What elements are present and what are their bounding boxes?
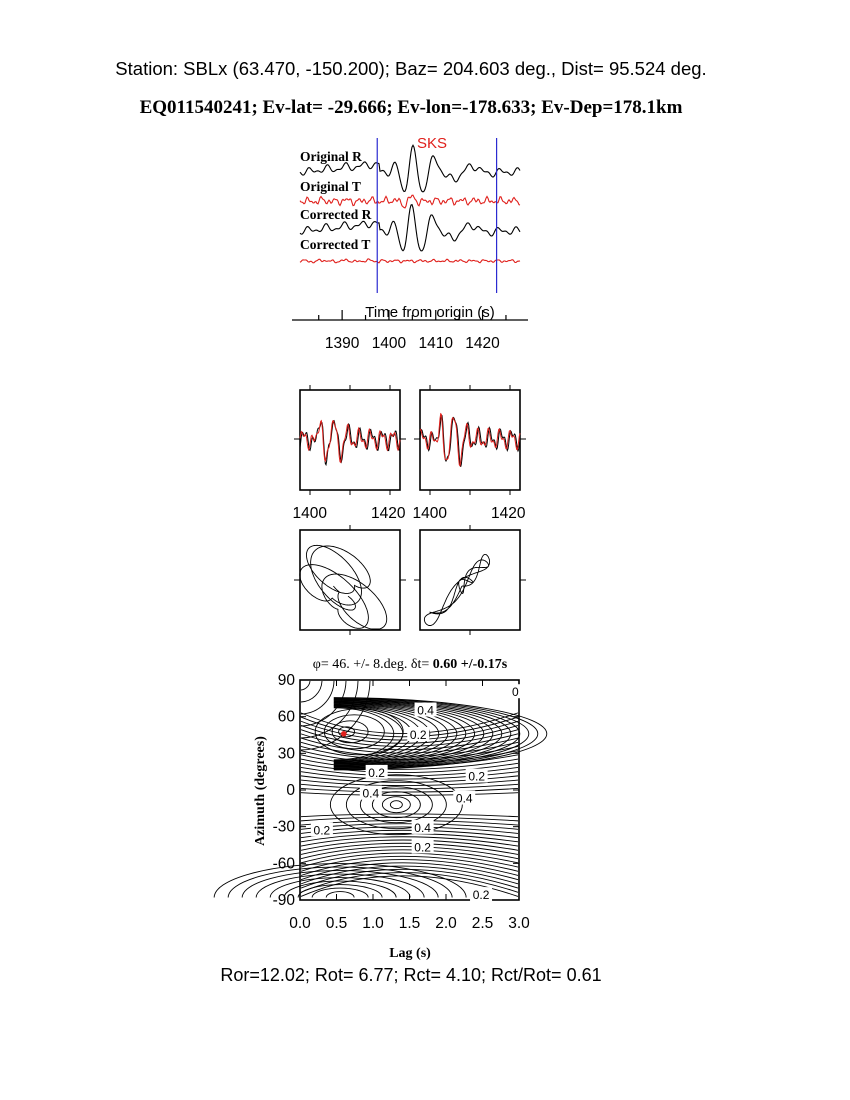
contour-label: 0.4 — [417, 703, 434, 718]
contour-corner — [301, 681, 334, 714]
window-overlay-panels — [293, 385, 526, 522]
contour-label: 0.4 — [455, 791, 473, 806]
contour-label: 0.2 — [409, 728, 427, 742]
contour-corner — [301, 681, 346, 726]
overlay-tick-label: 1420 — [490, 505, 526, 522]
contour-lower-band — [326, 892, 354, 898]
footer-stats: Ror=12.02; Rot= 6.77; Rct= 4.10; Rct/Rot= 0.61 — [220, 965, 602, 985]
azimuth-tick-label: -30 — [272, 818, 295, 836]
azimuth-axis-label: Azimuth (degrees) — [253, 736, 268, 846]
azimuth-tick-label: 60 — [277, 708, 295, 726]
time-tick-label: 1390 — [324, 335, 360, 352]
azimuth-tick-label: -60 — [272, 855, 295, 873]
azimuth-tick-label: -90 — [272, 892, 295, 909]
overlay-trace-fast — [420, 416, 520, 467]
particle-motion-left — [294, 525, 406, 635]
lag-tick-label: 1.0 — [362, 915, 384, 932]
time-axis-label: Time from origin (s) — [365, 304, 495, 321]
lag-tick-label: 0.5 — [325, 915, 348, 932]
trace-original-t — [300, 195, 520, 208]
contour-mid-ring — [330, 775, 462, 835]
time-tick-label: 1410 — [418, 335, 453, 352]
trace-label: Corrected R — [300, 207, 372, 222]
trace-label: Corrected T — [300, 237, 371, 252]
contour-label: 0.4 — [414, 820, 431, 835]
contour-lower-band — [312, 888, 368, 898]
time-tick-label: 1420 — [465, 335, 500, 352]
waveform-panel — [292, 135, 528, 352]
contour-mid-band — [301, 824, 518, 830]
contour-lower-band — [228, 867, 452, 898]
lag-tick-label: 2.5 — [471, 915, 494, 932]
particle-motion-original — [300, 545, 387, 629]
trace-label: Original T — [300, 179, 361, 194]
result-dt: 0.60 +/-0.17s — [432, 657, 508, 672]
overlay-tick-labels — [293, 505, 526, 522]
lag-tick-label: 0.0 — [289, 915, 311, 932]
contour-mid-band — [301, 863, 518, 880]
overlay-panel-right — [414, 385, 526, 495]
lag-axis-label: Lag (s) — [389, 946, 431, 961]
overlay-tick-label: 1400 — [292, 505, 328, 522]
contour-mid-ring — [390, 801, 402, 809]
contour-label: 0 — [512, 685, 519, 700]
station-info: Station: SBLx (63.470, -150.200); Baz= 204.603 deg., Dist= 95.524 deg. — [115, 58, 707, 79]
lag-tick-label: 1.5 — [398, 915, 421, 932]
particle-motion-right — [414, 525, 526, 635]
lag-tick-label: 3.0 — [508, 915, 530, 932]
contour-label: 0.2 — [472, 888, 490, 903]
time-tick-label: 1400 — [371, 335, 407, 352]
lag-tick-label: 2.0 — [435, 915, 457, 932]
trace-label: Original R — [300, 149, 362, 164]
azimuth-tick-label: 0 — [286, 782, 295, 799]
best-fit-marker — [341, 731, 347, 737]
event-info: EQ011540241; Ev-lat= -29.666; Ev-lon=-178.633; Ev-Dep=178.1km — [139, 97, 683, 118]
azimuth-tick-label: 30 — [277, 745, 295, 763]
contour-label: 0.2 — [368, 765, 385, 780]
result-phi: φ= 46. +/- 8.deg. δt= — [312, 657, 430, 672]
particle-frame — [420, 530, 520, 630]
contour-lower-band — [298, 885, 382, 898]
trace-corrected-t — [300, 259, 520, 263]
particle-motion-corrected — [424, 554, 489, 625]
contour-mid-ring — [382, 797, 410, 813]
contour-label: 0.4 — [362, 786, 380, 801]
result-title — [313, 657, 508, 672]
phase-label: SKS — [416, 135, 448, 152]
contour-label: 0.2 — [468, 769, 486, 784]
overlay-tick-label: 1420 — [370, 505, 406, 522]
grid-search-panel — [214, 657, 547, 961]
overlay-trace-fast — [300, 421, 400, 465]
overlay-panel-left — [294, 385, 406, 495]
overlay-tick-label: 1400 — [412, 505, 448, 522]
contour-corner — [301, 681, 310, 690]
contour-label: 0.2 — [313, 823, 331, 838]
particle-motion-panels — [294, 525, 526, 635]
azimuth-tick-label: 90 — [277, 672, 295, 689]
contour-label: 0.2 — [414, 840, 431, 855]
contour-corner — [301, 681, 322, 702]
